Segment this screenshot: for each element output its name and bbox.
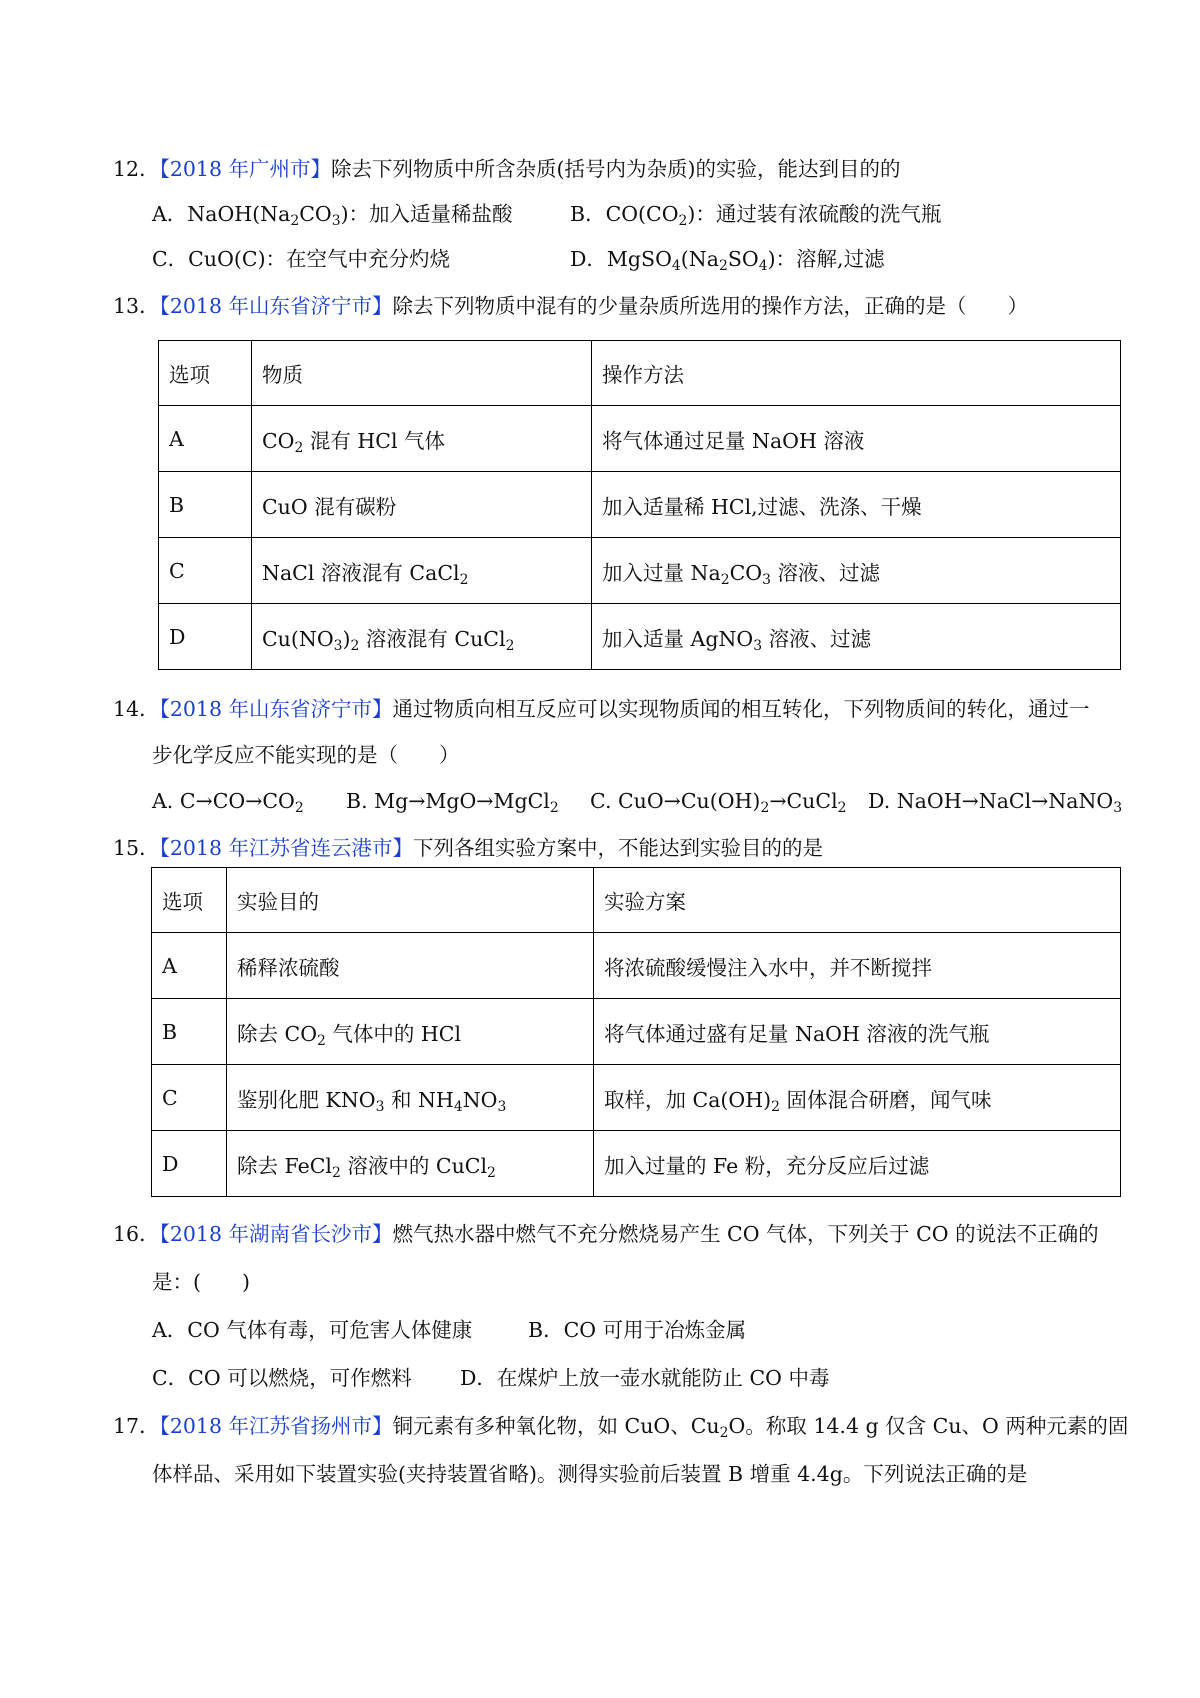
table-cell: 加入适量稀 HCl,过滤、洗涤、干燥 (592, 472, 1121, 538)
table-row (152, 933, 1121, 999)
question-source: 【2018 年江苏省扬州市】 (159, 1414, 393, 1438)
question-source: 【2018 年山东省济宁市】 (159, 294, 393, 318)
question-source: 【2018 年山东省济宁市】 (159, 697, 393, 721)
table-row (152, 1131, 1121, 1197)
question-source: 【2018 年广州市】 (159, 157, 332, 181)
option-d: D．$MgSO_4(Na_2SO_4)$：溶解,过滤 (570, 247, 885, 274)
question-14-header (113, 695, 1090, 723)
question-stem: 通过物质向相互反应可以实现物质闻的相互转化，下列物质间的转化，通过一 (392, 697, 1090, 721)
question-12-header (113, 155, 901, 183)
table-header-row (159, 341, 1121, 406)
table-header-cell: 实验方案 (594, 868, 1121, 933)
table-cell: 将气体通过足量 NaOH 溶液 (592, 406, 1121, 472)
question-number: 17． (113, 1414, 160, 1438)
option-d: D．在煤炉上放一壶水就能防止 CO 中毒 (460, 1366, 830, 1390)
question-stem: 燃气热水器中燃气不充分燃烧易产生 CO 气体，下列关于 CO 的说法不正确的 (392, 1222, 1099, 1246)
table-cell: C (152, 1065, 227, 1131)
table-cell: 加入过量的 Fe 粉，充分反应后过滤 (594, 1131, 1121, 1197)
option-a: A．CO 气体有毒，可危害人体健康 (152, 1318, 473, 1342)
question-13-table (158, 340, 1121, 670)
table-cell: D (152, 1131, 227, 1197)
table-cell: B (159, 472, 252, 538)
question-stem: 除去下列物质中混有的少量杂质所选用的操作方法，正确的是（ ） (392, 294, 1029, 318)
table-cell: CuO 混有碳粉 (252, 472, 592, 538)
table-cell: 稀释浓硫酸 (227, 933, 594, 999)
table-row (159, 538, 1121, 604)
table-cell: 加入过量 $Na_2CO_3$ 溶液、过滤 (592, 538, 1121, 604)
table-cell: D (159, 604, 252, 670)
question-source: 【2018 年湖南省长沙市】 (159, 1222, 393, 1246)
table-row (152, 999, 1121, 1065)
table-cell: NaCl 溶液混有 CaCl$_2$ (252, 538, 592, 604)
table-cell: 取样，加 $Ca(OH)_2$ 固体混合研磨，闻气味 (594, 1065, 1121, 1131)
question-source: 【2018 年江苏省连云港市】 (159, 836, 414, 860)
question-stem-continued: 是：( ) (152, 1270, 250, 1294)
table-cell: $Cu(NO_3)_2$ 溶液混有 CuCl$_2$ (252, 604, 592, 670)
option-c: C. $CuO\to Cu(OH)_2\to CuCl_2$ (590, 789, 847, 816)
question-number: 13． (113, 294, 160, 318)
option-a: A．$NaOH(Na_2CO_3)$：加入适量稀盐酸 (152, 202, 513, 229)
question-17-header (113, 1412, 1128, 1440)
table-cell: A (159, 406, 252, 472)
table-header-row (152, 868, 1121, 933)
table-cell: 将浓硫酸缓慢注入水中，并不断搅拌 (594, 933, 1121, 999)
table-header-cell: 选项 (159, 341, 252, 406)
question-number: 15． (113, 836, 160, 860)
question-13-header (113, 292, 1028, 320)
option-b: B．$CO(CO_2)$：通过装有浓硫酸的洗气瓶 (570, 202, 942, 229)
table-cell: 除去 FeCl$_2$ 溶液中的 CuCl$_2$ (227, 1131, 594, 1197)
table-cell: 除去 $CO_2$ 气体中的 HCl (227, 999, 594, 1065)
question-stem: 除去下列物质中所含杂质(括号内为杂质)的实验，能达到目的的 (331, 157, 901, 181)
table-cell: 将气体通过盛有足量 NaOH 溶液的洗气瓶 (594, 999, 1121, 1065)
table-cell: 鉴别化肥 $KNO_3$ 和 $NH_4NO_3$ (227, 1065, 594, 1131)
question-stem-continued: 体样品、采用如下装置实验(夹持装置省略)。测得实验前后装置 B 增重 4.4g。下列说法正确的是 (152, 1462, 1028, 1486)
table-row (152, 1065, 1121, 1131)
table-cell: B (152, 999, 227, 1065)
option-a: A. $C\to CO\to CO_2$ (152, 789, 304, 816)
table-header-cell: 实验目的 (227, 868, 594, 933)
question-number: 16． (113, 1222, 160, 1246)
question-stem: 铜元素有多种氧化物，如 CuO、$Cu_2O$。称取 14.4 g 仅含 Cu、O 两种元素的固 (392, 1414, 1129, 1441)
table-cell: 加入适量 AgNO$_3$ 溶液、过滤 (592, 604, 1121, 670)
question-number: 12． (113, 157, 160, 181)
table-row (159, 604, 1121, 670)
option-b: B. Mg→MgO→MgCl$_2$ (346, 789, 559, 816)
question-16-header (113, 1220, 1099, 1248)
table-cell: $CO_2$ 混有 HCl 气体 (252, 406, 592, 472)
table-header-cell: 操作方法 (592, 341, 1121, 406)
table-header-cell: 选项 (152, 868, 227, 933)
question-number: 14． (113, 697, 160, 721)
option-c: C．CuO(C)：在空气中充分灼烧 (152, 247, 451, 271)
option-b: B．CO 可用于冶炼金属 (528, 1318, 747, 1342)
question-stem-continued: 步化学反应不能实现的是（ ） (152, 743, 460, 767)
table-cell: A (152, 933, 227, 999)
option-d: D. NaOH→NaCl→NaNO$_3$ (868, 789, 1123, 816)
table-row (159, 472, 1121, 538)
table-row (159, 406, 1121, 472)
question-15-table (151, 867, 1121, 1197)
question-stem: 下列各组实验方案中，不能达到实验目的的是 (413, 836, 824, 860)
option-c: C．CO 可以燃烧，可作燃料 (152, 1366, 412, 1390)
table-cell: C (159, 538, 252, 604)
question-15-header (113, 834, 823, 862)
table-header-cell: 物质 (252, 341, 592, 406)
